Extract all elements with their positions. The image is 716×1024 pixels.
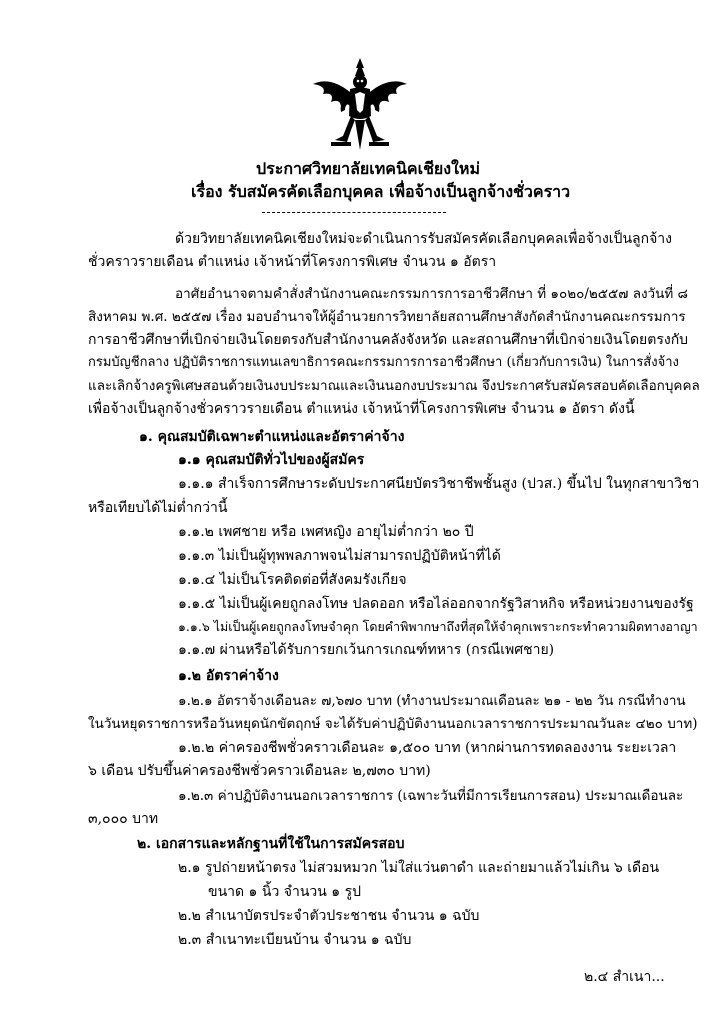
announcement-subject: เรื่อง รับสมัครคัดเลือกบุคคล เพื่อจ้างเป็นลูกจ้างชั่วคราว [191, 182, 571, 201]
list-item: ๒.๒ สำเนาบัตรประจำตัวประชาชน จำนวน ๑ ฉบับ [178, 908, 480, 924]
list-item: หรือเทียบได้ไม่ต่ำกว่านี้ [88, 500, 228, 516]
section-1-1-heading: ๑.๑ คุณสมบัติทั่วไปของผู้สมัคร [178, 452, 365, 468]
section-2-heading: ๒. เอกสารและหลักฐานที่ใช้ในการสมัครสอบ [137, 836, 405, 852]
list-item: ๑.๒.๒ ค่าครองชีพชั่วคราวเดือนละ ๑,๕๐๐ บาท (หากผ่านการทดลองงาน ระยะเวลา [178, 740, 677, 756]
authority-paragraph-line: เพื่อจ้างเป็นลูกจ้างชั่วคราวรายเดือน ตำแหน่ง เจ้าหน้าที่โครงการพิเศษ จำนวน ๑ อัตรา ดังนี้ [88, 401, 635, 417]
list-item: ๑.๒.๓ ค่าปฏิบัติงานนอกเวลาราชการ (เฉพาะวันที่มีการเรียนการสอน) ประมาณเดือนละ [178, 788, 684, 804]
garuda-emblem-icon [305, 56, 415, 156]
list-item: ๒.๓ สำเนาทะเบียนบ้าน จำนวน ๑ ฉบับ [178, 932, 412, 948]
section-1-2-heading: ๑.๒ อัตราค่าจ้าง [178, 668, 279, 684]
authority-paragraph-line: อาศัยอำนาจตามคำสั่งสำนักงานคณะกรรมการการอาชีวศึกษา ที่ ๑๐๒๐/๒๕๕๗ ลงวันที่ ๘ [175, 286, 688, 302]
list-item: ๑.๒.๑ อัตราจ้างเดือนละ ๗,๖๗๐ บาท (ทำงานประมาณเดือนละ ๒๑ - ๒๒ วัน กรณีทำงาน [178, 693, 686, 709]
list-item: ๑.๑.๗ ผ่านหรือได้รับการยกเว้นการเกณฑ์ทหาร (กรณีเพศชาย) [178, 642, 555, 658]
list-item: ๑.๑.๑ สำเร็จการศึกษาระดับประกาศนียบัตรวิชาชีพชั้นสูง (ปวส.) ขึ้นไป ในทุกสาขาวิชา [178, 476, 700, 492]
list-item: ๖ เดือน ปรับขึ้นค่าครองชีพชั่วคราวเดือนละ ๒,๗๓๐ บาท) [88, 763, 431, 779]
page-continuation: ๒.๔ สำเนา... [584, 969, 665, 985]
announcement-title: ประกาศวิทยาลัยเทคนิคเชียงใหม่ [256, 159, 481, 178]
list-item: ๑.๑.๒ เพศชาย หรือ เพศหญิง อายุไม่ต่ำกว่า ๒๐ ปี [178, 524, 474, 540]
authority-paragraph-line: กรมบัญชีกลาง ปฏิบัติราชการแทนเลขาธิการคณะกรรมการการอาชีวศึกษา (เกี่ยวกับการเงิน) ในการสั่งจ้าง [88, 355, 679, 370]
list-item: ในวันหยุดราชการหรือวันหยุดนักขัตฤกษ์ จะได้รับค่าปฏิบัติงานนอกเวลาราชการประมาณวันละ ๔๒๐ บาท) [88, 716, 698, 732]
title-divider [262, 212, 446, 213]
list-item: ๑.๑.๕ ไม่เป็นผู้เคยถูกลงโทษ ปลดออก หรือไล่ออกจากรัฐวิสาหกิจ หรือหน่วยงานของรัฐ [178, 596, 694, 612]
list-item: ๓,๐๐๐ บาท [88, 811, 159, 827]
intro-paragraph-line: ด้วยวิทยาลัยเทคนิคเชียงใหม่จะดำเนินการรับสมัครคัดเลือกบุคคลเพื่อจ้างเป็นลูกจ้าง [175, 231, 672, 247]
list-item: ๑.๑.๔ ไม่เป็นโรคติดต่อที่สังคมรังเกียจ [178, 572, 407, 588]
list-item: ๑.๑.๖ ไม่เป็นผู้เคยถูกลงโทษจำคุก โดยคำพิพากษาถึงที่สุดให้จำคุกเพราะกระทำความผิดทางอาญา [178, 619, 698, 634]
section-1-heading: ๑. คุณสมบัติเฉพาะตำแหน่งและอัตราค่าจ้าง [139, 429, 405, 445]
list-item: ขนาด ๑ นิ้ว จำนวน ๑ รูป [208, 884, 362, 900]
authority-paragraph-line: และเลิกจ้างครูพิเศษสอนด้วยเงินงบประมาณและเงินนอกงบประมาณ จึงประกาศรับสมัครสอบคัดเลือกบุคคล [88, 378, 700, 394]
list-item: ๒.๑ รูปถ่ายหน้าตรง ไม่สวมหมวก ไม่ใส่แว่นตาดำ และถ่ายมาแล้วไม่เกิน ๖ เดือน [178, 860, 660, 876]
list-item: ๑.๑.๓ ไม่เป็นผู้ทุพพลภาพจนไม่สามารถปฏิบัติหน้าที่ได้ [178, 548, 501, 564]
intro-paragraph-line: ชั่วคราวรายเดือน ตำแหน่ง เจ้าหน้าที่โครงการพิเศษ จำนวน ๑ อัตรา [88, 254, 497, 270]
authority-paragraph-line: การอาชีวศึกษาที่เบิกจ่ายเงินโดยตรงกับสำนักงานคลังจังหวัด และสถานศึกษาที่เบิกจ่ายเงินโดยตรงกับ [88, 332, 689, 348]
authority-paragraph-line: สิงหาคม พ.ศ. ๒๕๕๗ เรื่อง มอบอำนาจให้ผู้อำนวยการวิทยาลัยสถานศึกษาสังกัดสำนักงานคณะกรรมการ [88, 309, 686, 325]
